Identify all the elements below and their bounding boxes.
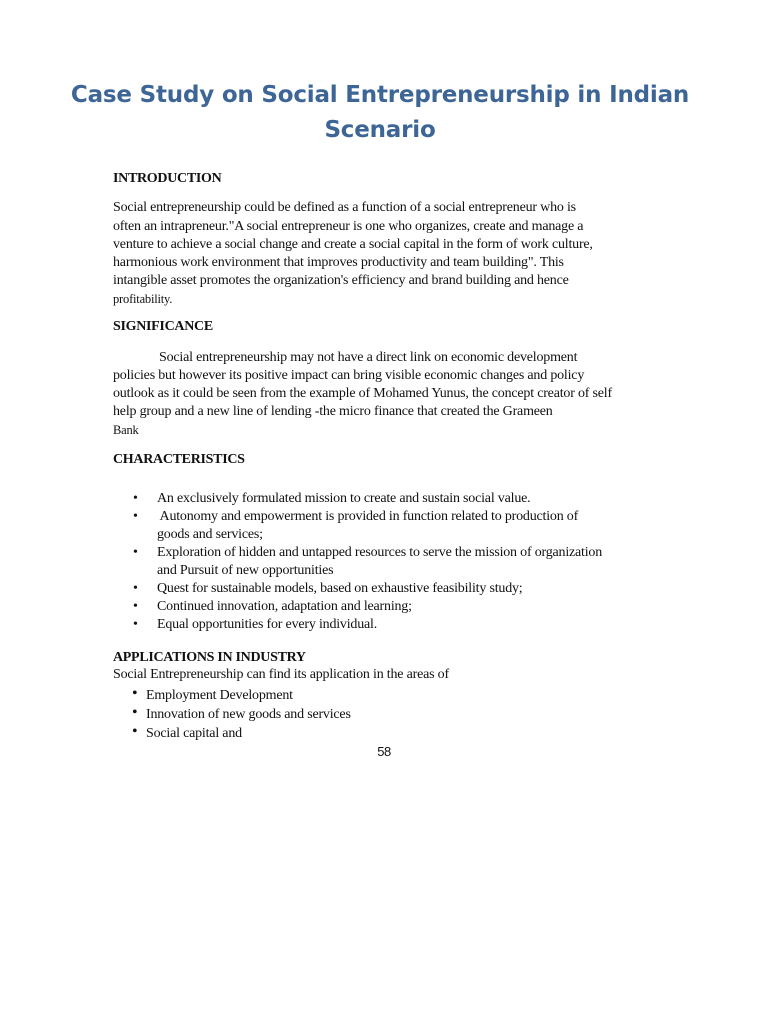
introduction-line: Social entrepreneurship could be defined as a function of a social entrepreneur who is: [113, 200, 576, 215]
list-item-text: Exploration of hidden and untapped resources to serve the mission of organization: [157, 545, 603, 560]
bullet-icon: •: [133, 581, 138, 596]
list-item: [113, 616, 602, 634]
list-item: [113, 598, 602, 616]
list-item-text: Innovation of new goods and services: [146, 707, 351, 722]
significance-line: outlook as it could be seen from the example of Mohamed Yunus, the concept creator of self: [113, 386, 612, 401]
bullet-icon: •: [133, 509, 138, 524]
significance-line: Social entrepreneurship may not have a direct link on economic development: [159, 350, 578, 365]
bullet-icon: •: [133, 491, 138, 506]
list-item: [113, 490, 602, 508]
list-item: [113, 705, 351, 724]
significance-paragraph: [113, 349, 653, 439]
list-item: [113, 544, 602, 580]
introduction-paragraph: [113, 199, 653, 308]
list-item-text: Employment Development: [146, 688, 293, 703]
list-item-text: An exclusively formulated mission to create and sustain social value.: [157, 491, 531, 506]
characteristics-heading: CHARACTERISTICS: [113, 452, 245, 467]
applications-heading: APPLICATIONS IN INDUSTRY: [113, 650, 306, 665]
list-item: [113, 686, 351, 705]
significance-heading: SIGNIFICANCE: [113, 319, 213, 334]
list-item: [113, 508, 602, 544]
bullet-icon: •: [133, 599, 138, 614]
introduction-line: often an intrapreneur."A social entrepreneur is one who organizes, create and manage a: [113, 219, 584, 234]
applications-list: [113, 686, 351, 743]
significance-line: Bank: [113, 423, 139, 437]
list-item-text: goods and services;: [157, 527, 263, 542]
page-title: [60, 78, 700, 148]
applications-intro: Social Entrepreneurship can find its application in the areas of: [113, 667, 449, 682]
characteristics-list: [113, 490, 602, 634]
introduction-heading: INTRODUCTION: [113, 171, 222, 186]
significance-line: policies but however its positive impact can bring visible economic changes and policy: [113, 368, 585, 383]
list-item: [113, 580, 602, 598]
list-item-text: Continued innovation, adaptation and learning;: [157, 599, 412, 614]
title-line-2: Scenario: [324, 117, 436, 143]
bullet-icon: •: [132, 704, 138, 721]
list-item-text: Equal opportunities for every individual.: [157, 617, 378, 632]
title-line-1: Case Study on Social Entrepreneurship in Indian: [70, 82, 690, 108]
introduction-line: harmonious work environment that improves productivity and team building". This: [113, 255, 564, 270]
list-item-text: Quest for sustainable models, based on exhaustive feasibility study;: [157, 581, 523, 596]
significance-line: help group and a new line of lending -the micro finance that created the Grameen: [113, 404, 553, 419]
introduction-line: profitability.: [113, 292, 173, 306]
bullet-icon: •: [132, 723, 138, 740]
list-item-text: Social capital and: [146, 726, 242, 741]
list-item: [113, 724, 351, 743]
list-item-text: and Pursuit of new opportunities: [157, 563, 334, 578]
introduction-line: intangible asset promotes the organization's efficiency and brand building and hence: [113, 273, 569, 288]
introduction-line: venture to achieve a social change and create a social capital in the form of work culture,: [113, 237, 593, 252]
list-item-text: Autonomy and empowerment is provided in function related to production of: [157, 509, 579, 524]
bullet-icon: •: [133, 545, 138, 560]
bullet-icon: •: [132, 685, 138, 702]
page-number: 58: [377, 744, 391, 759]
bullet-icon: •: [133, 617, 138, 632]
